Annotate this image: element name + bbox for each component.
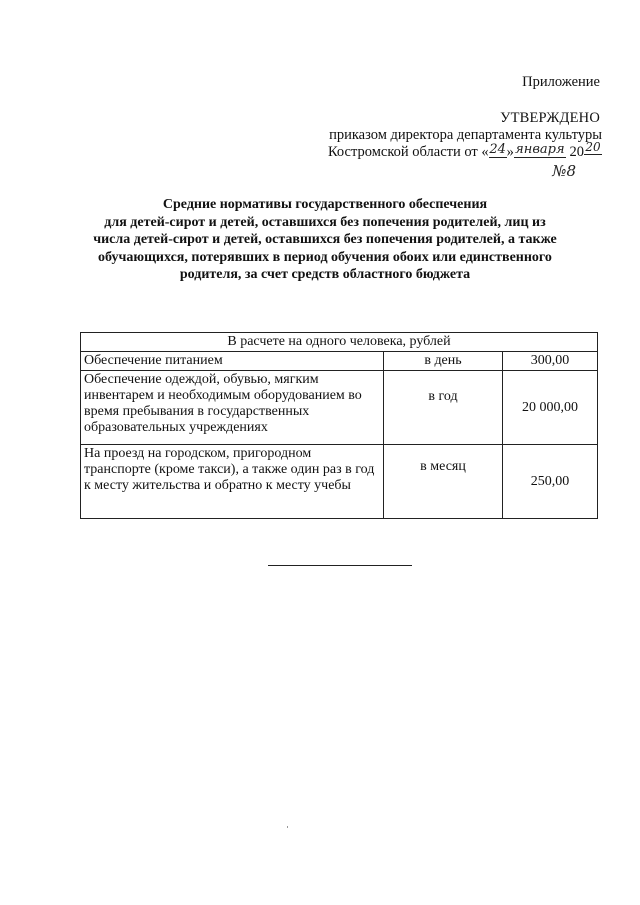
row-item-cell: На проезд на городском, пригородном транспорте (кроме такси), а также один раз в год к месту жительства и обратно к месту учебы xyxy=(81,445,384,519)
row-period-cell: в год xyxy=(384,371,503,445)
table-row xyxy=(81,371,598,445)
row-item-cell: Обеспечение одеждой, обувью, мягким инвентарем и необходимым оборудованием во время пребывания в государственных образовательных учреждениях xyxy=(81,371,384,445)
row-period-cell: в месяц xyxy=(384,445,503,519)
handwritten-year: 20 xyxy=(585,140,601,154)
title-line: родителя, за счет средств областного бюджета xyxy=(179,267,471,282)
table-row xyxy=(81,445,598,519)
row-period-cell: в день xyxy=(384,352,503,371)
open-quote: « xyxy=(481,144,489,160)
appendix-label: Приложение xyxy=(522,74,600,90)
title-line: обучающихся, потерявших в период обучения обоих или единственного xyxy=(98,249,552,265)
table-row xyxy=(81,352,598,371)
handwritten-month: января xyxy=(515,142,565,157)
approved-stamp-text: УТВЕРЖДЕНО xyxy=(500,110,600,126)
row-amount-cell: 300,00 xyxy=(503,352,598,371)
title-line: числа детей-сирот и детей, оставшихся без попечения родителей, а также xyxy=(93,232,557,247)
row-amount-cell: 20 000,00 xyxy=(503,371,598,445)
close-quote: » xyxy=(506,144,514,160)
title-line: для детей-сирот и детей, оставшихся без попечения родителей, лиц из xyxy=(104,214,546,230)
scan-speck xyxy=(287,826,288,828)
row-item-cell: Обеспечение питанием xyxy=(81,352,384,371)
row-amount-cell: 250,00 xyxy=(503,445,598,519)
norms-table xyxy=(80,332,598,519)
document-title xyxy=(40,196,610,284)
title-line: Средние нормативы государственного обеспечения xyxy=(162,197,488,212)
order-reference-line2 xyxy=(327,140,602,161)
closing-divider xyxy=(268,565,412,566)
order-reference-line1: приказом директора департамента культуры xyxy=(329,127,602,143)
table-header-cell: В расчете на одного человека, рублей xyxy=(81,333,598,352)
year-prefix: 20 xyxy=(569,144,584,160)
handwritten-day: 24 xyxy=(489,142,506,157)
handwritten-order-number: №8 xyxy=(552,162,576,180)
table-header-row xyxy=(81,333,598,352)
order-region-text: Костромской области от xyxy=(327,144,478,160)
